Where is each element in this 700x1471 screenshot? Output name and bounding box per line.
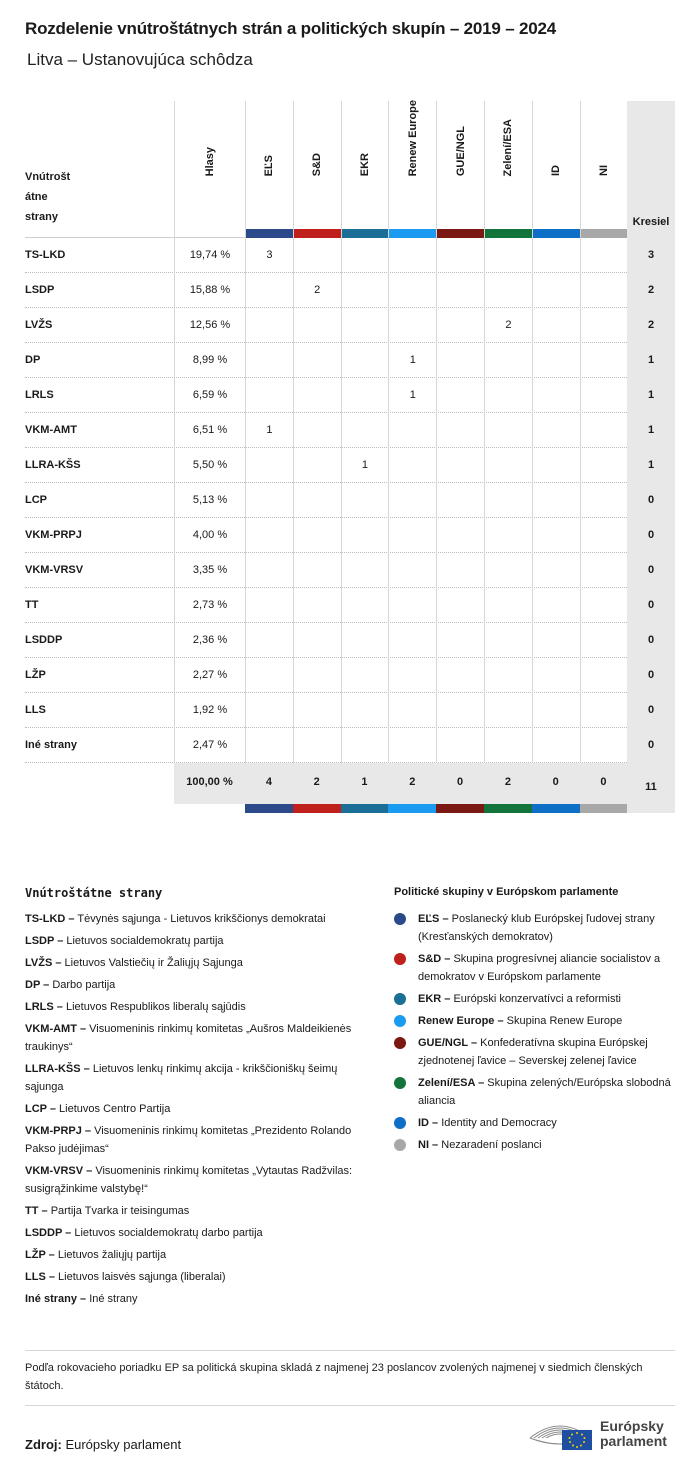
votes-cell: 15,88 % xyxy=(174,273,245,308)
group-seat-cell xyxy=(245,308,293,343)
table-row xyxy=(25,518,675,553)
group-seat-cell xyxy=(388,273,436,308)
group-seat-cell xyxy=(484,448,532,483)
group-seat-cell xyxy=(388,658,436,693)
table-row xyxy=(25,728,675,763)
group-legend-item: ID – Identity and Democracy xyxy=(394,1114,679,1132)
group-column-header: EKR xyxy=(341,101,389,238)
group-seat-cell: 2 xyxy=(293,273,341,308)
votes-cell: 1,92 % xyxy=(174,693,245,728)
group-seat-cell xyxy=(341,343,389,378)
votes-cell: 5,50 % xyxy=(174,448,245,483)
seats-cell: 0 xyxy=(627,658,675,693)
group-seat-cell xyxy=(580,448,628,483)
group-seat-cell xyxy=(388,623,436,658)
group-seat-cell xyxy=(436,238,484,273)
votes-cell: 8,99 % xyxy=(174,343,245,378)
total-group-seats: 2 xyxy=(293,763,341,804)
european-parliament-logo xyxy=(528,1414,678,1454)
group-seat-cell xyxy=(484,728,532,763)
group-column-header: ID xyxy=(532,101,580,238)
group-seat-cell xyxy=(341,553,389,588)
group-color-bar xyxy=(294,229,341,238)
group-seat-cell xyxy=(293,553,341,588)
party-abbr: LVŽS xyxy=(25,319,53,331)
group-color-bar xyxy=(580,804,628,813)
votes-cell: 6,51 % xyxy=(174,413,245,448)
group-seat-cell xyxy=(245,728,293,763)
group-seat-cell xyxy=(436,693,484,728)
group-seat-cell xyxy=(484,588,532,623)
party-abbr: LRLS xyxy=(25,389,54,401)
group-seat-cell xyxy=(293,378,341,413)
table-row xyxy=(25,378,675,413)
group-seat-cell xyxy=(436,518,484,553)
group-color-dot-icon xyxy=(394,913,406,925)
group-seat-cell xyxy=(341,658,389,693)
total-group-seats: 0 xyxy=(436,763,484,804)
group-seat-cell xyxy=(293,658,341,693)
seats-cell: 0 xyxy=(627,483,675,518)
party-legend-item: DP – Darbo partija xyxy=(25,979,116,991)
total-group-seats: 2 xyxy=(388,763,436,804)
group-column-header: S&D xyxy=(293,101,341,238)
group-seat-cell xyxy=(580,588,628,623)
party-legend-item: VKM-PRPJ – Visuomeninis rinkimų komitetas „Prezidento Rolando Pakso judėjimas“ xyxy=(25,1125,352,1155)
group-seat-cell xyxy=(532,378,580,413)
group-seat-cell xyxy=(245,623,293,658)
group-seat-cell: 1 xyxy=(245,413,293,448)
party-legend-item: TS-LKD – Tėvynės sąjunga - Lietuvos krikščionys demokratai xyxy=(25,913,326,925)
group-seat-cell xyxy=(532,343,580,378)
table-row xyxy=(25,693,675,728)
group-seat-cell xyxy=(484,413,532,448)
party-legend-item: LŽP – Lietuvos žaliųjų partija xyxy=(25,1249,167,1261)
group-color-dot-icon xyxy=(394,1117,406,1129)
group-seat-cell xyxy=(245,553,293,588)
seats-cell: 0 xyxy=(627,693,675,728)
group-seat-cell xyxy=(436,448,484,483)
party-legend-title: Vnútroštátne strany xyxy=(25,886,163,900)
total-group-seats: 2 xyxy=(484,763,532,804)
party-legend-item: LVŽS – Lietuvos Valstiečių ir Žaliųjų Sąjunga xyxy=(25,957,243,969)
party-abbr: LLS xyxy=(25,704,46,716)
group-seat-cell xyxy=(484,238,532,273)
total-group-seats: 4 xyxy=(245,763,293,804)
party-abbr: LSDP xyxy=(25,284,55,296)
party-abbr: VKM-PRPJ xyxy=(25,529,82,541)
group-seat-cell xyxy=(532,413,580,448)
group-color-dot-icon xyxy=(394,1015,406,1027)
group-seat-cell: 3 xyxy=(245,238,293,273)
group-seat-cell xyxy=(341,588,389,623)
table-row xyxy=(25,658,675,693)
table-header xyxy=(25,101,675,238)
group-color-dot-icon xyxy=(394,1037,406,1049)
group-column-header: Zelení/ESA xyxy=(484,101,532,238)
source-value: Európsky parlament xyxy=(65,1437,182,1452)
party-abbr: TT xyxy=(25,599,39,611)
group-seat-cell xyxy=(532,448,580,483)
group-column-header: Renew Europe xyxy=(388,101,436,238)
party-legend xyxy=(25,886,365,1312)
group-seat-cell xyxy=(245,273,293,308)
group-color-bar xyxy=(485,229,532,238)
group-seat-cell xyxy=(388,553,436,588)
group-legend-item: Zelení/ESA – Skupina zelených/Európska slobodná aliancia xyxy=(394,1074,679,1110)
party-legend-item: VKM-VRSV – Visuomeninis rinkimų komitetas „Vytautas Radžvilas: susigrąžinkime valstybę!“ xyxy=(25,1165,353,1195)
group-seat-cell xyxy=(580,238,628,273)
party-abbr: LCP xyxy=(25,494,47,506)
group-seat-cell xyxy=(341,238,389,273)
group-color-dot-icon xyxy=(394,993,406,1005)
group-legend-item: EKR – Európski konzervatívci a reformisti xyxy=(394,990,679,1008)
group-seat-cell xyxy=(388,518,436,553)
group-seat-cell xyxy=(484,553,532,588)
party-legend-item: VKM-AMT – Visuomeninis rinkimų komitetas „Aušros Maldeikienės traukinys“ xyxy=(25,1023,352,1053)
group-seat-cell xyxy=(436,308,484,343)
page-subtitle: Litva – Ustanovujúca schôdza xyxy=(27,50,253,69)
source xyxy=(25,1437,181,1452)
votes-cell: 2,36 % xyxy=(174,623,245,658)
party-legend-item: LLRA-KŠS – Lietuvos lenkų rinkimų akcija - krikščioniškų šeimų sąjunga xyxy=(25,1063,338,1093)
group-seat-cell xyxy=(580,308,628,343)
votes-cell: 2,73 % xyxy=(174,588,245,623)
group-seat-cell xyxy=(436,378,484,413)
group-seat-cell xyxy=(532,553,580,588)
party-legend-item: LCP – Lietuvos Centro Partija xyxy=(25,1103,171,1115)
total-group-seats: 0 xyxy=(580,763,628,804)
group-seat-cell xyxy=(580,693,628,728)
group-seat-cell xyxy=(580,378,628,413)
group-color-bar xyxy=(293,804,341,813)
group-seat-cell xyxy=(293,238,341,273)
group-seat-cell xyxy=(388,728,436,763)
group-column-header: EĽS xyxy=(245,101,293,238)
parliament-hemicycle-icon xyxy=(528,1414,598,1454)
group-seat-cell xyxy=(388,448,436,483)
group-seat-cell xyxy=(341,308,389,343)
group-seat-cell xyxy=(580,518,628,553)
party-legend-item: LRLS – Lietuvos Respublikos liberalų sąjūdis xyxy=(25,1001,246,1013)
group-seat-cell xyxy=(580,343,628,378)
group-seat-cell xyxy=(532,728,580,763)
group-seat-cell xyxy=(341,413,389,448)
votes-column-header: Hlasy xyxy=(174,101,245,238)
votes-cell: 19,74 % xyxy=(174,238,245,273)
seats-cell: 0 xyxy=(627,623,675,658)
group-seat-cell xyxy=(532,693,580,728)
seats-cell: 2 xyxy=(627,308,675,343)
group-seat-cell xyxy=(580,273,628,308)
group-seat-cell xyxy=(341,378,389,413)
group-seat-cell xyxy=(245,343,293,378)
group-seat-cell xyxy=(293,693,341,728)
group-seat-cell xyxy=(436,553,484,588)
seats-cell: 0 xyxy=(627,728,675,763)
party-legend-item: LSDP – Lietuvos socialdemokratų partija xyxy=(25,935,224,947)
group-seat-cell: 1 xyxy=(388,378,436,413)
votes-cell: 6,59 % xyxy=(174,378,245,413)
total-row xyxy=(25,763,675,813)
votes-cell: 4,00 % xyxy=(174,518,245,553)
group-seat-cell xyxy=(245,448,293,483)
group-color-bar xyxy=(533,229,580,238)
group-seat-cell xyxy=(293,413,341,448)
group-legend-item: GUE/NGL – Konfederatívna skupina Európskej zjednotenej ľavice – Severskej zelenej ľavice xyxy=(394,1034,679,1070)
group-seat-cell xyxy=(293,728,341,763)
seats-cell: 1 xyxy=(627,343,675,378)
table-row xyxy=(25,483,675,518)
party-column-header: Vnútrošt átne strany xyxy=(25,171,71,223)
group-color-bar xyxy=(342,229,389,238)
group-color-dot-icon xyxy=(394,1077,406,1089)
group-seat-cell xyxy=(436,623,484,658)
group-color-bar xyxy=(436,804,484,813)
party-abbr: LLRA-KŠS xyxy=(25,459,81,471)
group-legend-item: EĽS – Poslanecký klub Európskej ľudovej strany (Kresťanských demokratov) xyxy=(394,910,679,946)
group-seat-cell xyxy=(245,378,293,413)
footnote: Podľa rokovacieho poriadku EP sa politická skupina skladá z najmenej 23 poslancov zvolených najmenej v siedmich členských štátoch. xyxy=(25,1350,675,1406)
group-legend-item: NI – Nezaradení poslanci xyxy=(394,1136,679,1154)
group-legend-item: Renew Europe – Skupina Renew Europe xyxy=(394,1012,679,1030)
seats-cell: 0 xyxy=(627,518,675,553)
group-seat-cell xyxy=(341,518,389,553)
group-seat-cell xyxy=(532,273,580,308)
group-seat-cell xyxy=(388,483,436,518)
group-seat-cell xyxy=(484,623,532,658)
group-seat-cell xyxy=(532,308,580,343)
group-seat-cell xyxy=(293,343,341,378)
group-seat-cell xyxy=(245,483,293,518)
group-seat-cell xyxy=(245,693,293,728)
group-seat-cell xyxy=(532,588,580,623)
votes-cell: 2,47 % xyxy=(174,728,245,763)
group-seat-cell xyxy=(293,623,341,658)
group-seat-cell xyxy=(436,658,484,693)
group-legend-item: S&D – Skupina progresívnej aliancie socialistov a demokratov v Európskom parlamente xyxy=(394,950,679,986)
group-seat-cell xyxy=(484,693,532,728)
total-group-seats: 0 xyxy=(532,763,580,804)
group-seat-cell xyxy=(580,413,628,448)
group-seat-cell: 2 xyxy=(484,308,532,343)
group-color-bar xyxy=(341,804,389,813)
table-row xyxy=(25,553,675,588)
group-legend xyxy=(394,886,679,1158)
seat-distribution-table xyxy=(25,101,675,813)
party-legend-item: LLS – Lietuvos laisvės sąjunga (liberalai) xyxy=(25,1271,226,1283)
group-seat-cell xyxy=(436,588,484,623)
group-color-bar xyxy=(532,804,580,813)
group-seat-cell xyxy=(293,448,341,483)
group-color-bar xyxy=(389,229,436,238)
group-column-header: NI xyxy=(580,101,628,238)
seats-cell: 2 xyxy=(627,273,675,308)
party-abbr: Iné strany xyxy=(25,739,77,751)
group-color-bar xyxy=(388,804,436,813)
table-row xyxy=(25,413,675,448)
party-abbr: LSDDP xyxy=(25,634,63,646)
source-label: Zdroj: xyxy=(25,1437,62,1452)
party-legend-item: Iné strany – Iné strany xyxy=(25,1293,138,1305)
group-seat-cell xyxy=(580,658,628,693)
group-seat-cell xyxy=(532,483,580,518)
group-seat-cell xyxy=(293,518,341,553)
group-seat-cell xyxy=(341,483,389,518)
group-seat-cell xyxy=(484,343,532,378)
group-color-dot-icon xyxy=(394,1139,406,1151)
seats-cell: 3 xyxy=(627,238,675,273)
group-seat-cell xyxy=(484,483,532,518)
group-seat-cell xyxy=(388,308,436,343)
group-seat-cell xyxy=(341,728,389,763)
table-row xyxy=(25,308,675,343)
group-seat-cell: 1 xyxy=(341,448,389,483)
group-seat-cell xyxy=(293,308,341,343)
group-color-bar xyxy=(245,804,293,813)
group-seat-cell xyxy=(580,483,628,518)
group-seat-cell xyxy=(484,378,532,413)
seats-cell: 1 xyxy=(627,413,675,448)
group-seat-cell xyxy=(245,588,293,623)
group-seat-cell xyxy=(532,658,580,693)
group-seat-cell xyxy=(293,483,341,518)
group-seat-cell xyxy=(484,518,532,553)
seats-cell: 1 xyxy=(627,448,675,483)
total-group-seats: 1 xyxy=(341,763,389,804)
group-seat-cell xyxy=(245,518,293,553)
group-seat-cell xyxy=(388,588,436,623)
party-legend-item: TT – Partija Tvarka ir teisingumas xyxy=(25,1205,190,1217)
table-row xyxy=(25,343,675,378)
group-seat-cell xyxy=(484,273,532,308)
party-abbr: DP xyxy=(25,354,41,366)
group-legend-title: Politické skupiny v Európskom parlamente xyxy=(394,886,619,898)
group-seat-cell xyxy=(532,623,580,658)
votes-cell: 12,56 % xyxy=(174,308,245,343)
table-row xyxy=(25,448,675,483)
votes-cell: 2,27 % xyxy=(174,658,245,693)
group-seat-cell xyxy=(388,413,436,448)
votes-cell: 3,35 % xyxy=(174,553,245,588)
group-seat-cell xyxy=(436,413,484,448)
seats-cell: 0 xyxy=(627,588,675,623)
group-color-bar xyxy=(246,229,293,238)
group-seat-cell xyxy=(436,483,484,518)
group-seat-cell xyxy=(245,658,293,693)
group-seat-cell xyxy=(484,658,532,693)
group-seat-cell xyxy=(436,273,484,308)
table-row xyxy=(25,623,675,658)
group-seat-cell xyxy=(580,553,628,588)
group-seat-cell xyxy=(293,588,341,623)
group-color-bar xyxy=(484,804,532,813)
party-abbr: TS-LKD xyxy=(25,249,66,261)
group-seat-cell xyxy=(388,238,436,273)
group-seat-cell xyxy=(532,518,580,553)
table-row xyxy=(25,273,675,308)
logo-text: Európsky parlament xyxy=(600,1418,667,1449)
party-abbr: VKM-AMT xyxy=(25,424,77,436)
group-seat-cell xyxy=(388,693,436,728)
group-column-header: GUE/NGL xyxy=(436,101,484,238)
seats-cell: 1 xyxy=(627,378,675,413)
group-seat-cell xyxy=(532,238,580,273)
party-abbr: VKM-VRSV xyxy=(25,564,84,576)
table-row xyxy=(25,588,675,623)
votes-cell: 5,13 % xyxy=(174,483,245,518)
group-seat-cell xyxy=(341,693,389,728)
page-title: Rozdelenie vnútroštátnych strán a politických skupín – 2019 – 2024 xyxy=(25,19,556,38)
group-color-bar xyxy=(437,229,484,238)
party-abbr: LŽP xyxy=(25,669,46,681)
group-seat-cell xyxy=(436,343,484,378)
seats-column-header: Kresiel xyxy=(627,101,675,238)
group-seat-cell xyxy=(341,273,389,308)
group-color-dot-icon xyxy=(394,953,406,965)
group-seat-cell xyxy=(580,728,628,763)
group-seat-cell xyxy=(341,623,389,658)
total-seats: 11 xyxy=(627,763,675,813)
group-seat-cell: 1 xyxy=(388,343,436,378)
total-votes: 100,00 % xyxy=(174,763,245,804)
group-color-bar xyxy=(581,229,628,238)
table-row xyxy=(25,238,675,273)
seats-cell: 0 xyxy=(627,553,675,588)
group-seat-cell xyxy=(436,728,484,763)
group-seat-cell xyxy=(580,623,628,658)
party-legend-item: LSDDP – Lietuvos socialdemokratų darbo partija xyxy=(25,1227,263,1239)
